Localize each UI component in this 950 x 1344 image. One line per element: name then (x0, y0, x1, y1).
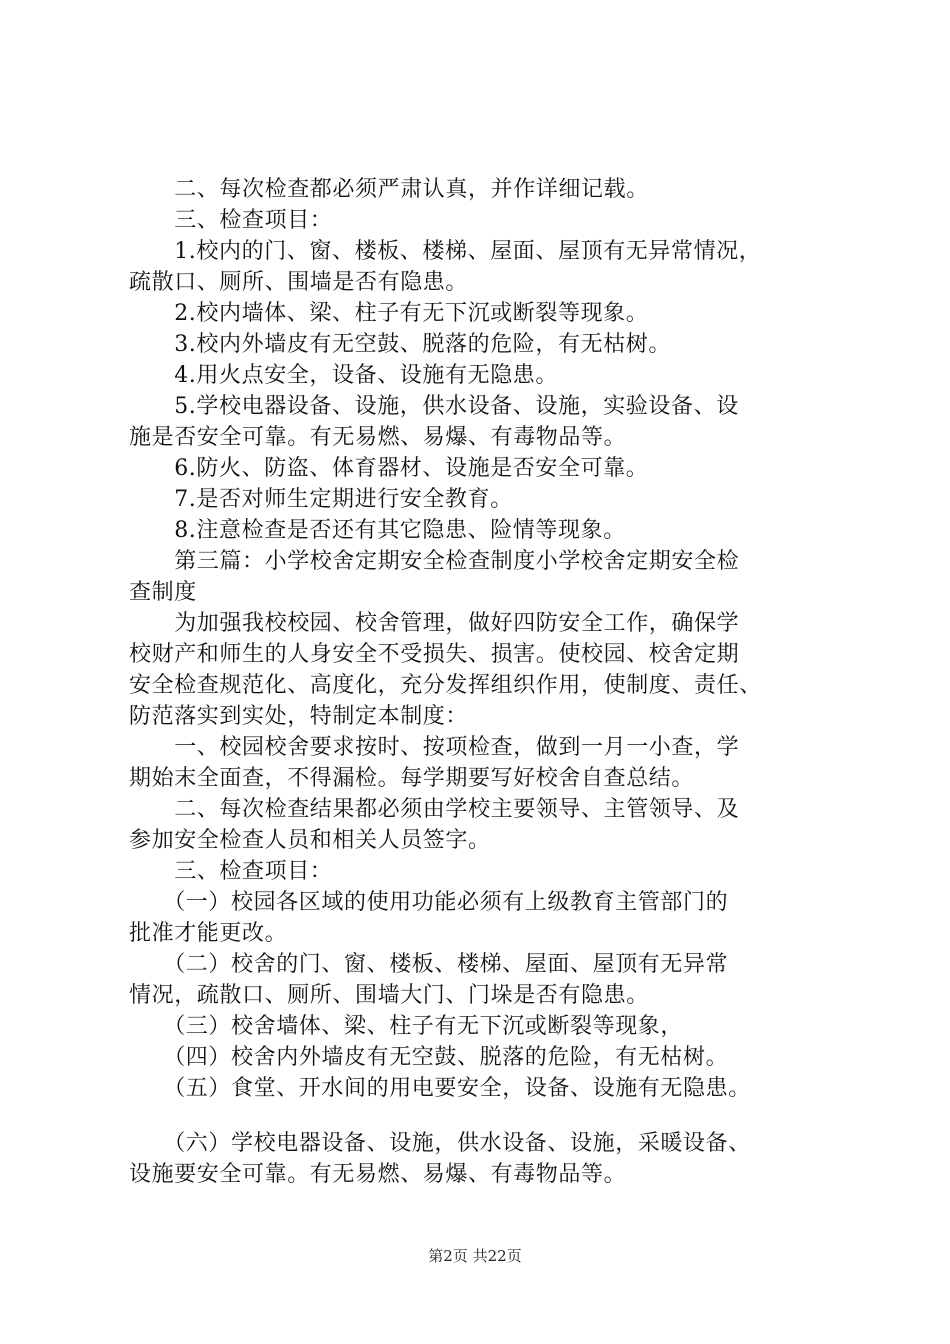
text-line: 三、检查项目： (129, 208, 333, 233)
text-line: 参加安全检查人员和相关人员签字。 (129, 828, 491, 853)
text-line: 为加强我校校园、校舍管理，做好四防安全工作，确保学 (129, 611, 740, 636)
text-line: （二）校舍的门、窗、楼板、楼梯、屋面、屋顶有无异常 (129, 952, 729, 977)
text-line: 三、检查项目： (129, 859, 333, 884)
text-line: （三）校舍墙体、梁、柱子有无下沉或断裂等现象， (129, 1014, 684, 1039)
text-line: （六）学校电器设备、设施，供水设备、设施，采暖设备、 (129, 1131, 751, 1156)
text-line: （五）食堂、开水间的用电要安全，设备、设施有无隐患。 (129, 1076, 751, 1101)
text-line: 安全检查规范化、高度化，充分发挥组织作用，使制度、责任、 (129, 673, 762, 698)
text-line: 二、每次检查结果都必须由学校主要领导、主管领导、及 (129, 797, 740, 822)
text-line: 防范落实到实处，特制定本制度： (129, 704, 469, 729)
text-line: 二、每次检查都必须严肃认真，并作详细记载。 (129, 177, 649, 202)
text-line: 施是否安全可靠。有无易燃、易爆、有毒物品等。 (129, 425, 627, 450)
text-line: 1.校内的门、窗、楼板、楼梯、屋面、屋顶有无异常情况， (129, 239, 762, 264)
section-heading: 查制度 (129, 580, 197, 605)
text-line: 7.是否对师生定期进行安全教育。 (129, 487, 513, 512)
text-line: 3.校内外墙皮有无空鼓、脱落的危险，有无枯树。 (129, 332, 671, 357)
text-line: 期始末全面查，不得漏检。每学期要写好校舍自查总结。 (129, 766, 695, 791)
section-heading: 第三篇：小学校舍定期安全检查制度小学校舍定期安全检 (129, 549, 740, 574)
text-line: 8.注意检查是否还有其它隐患、险情等现象。 (129, 518, 626, 543)
text-line: 一、校园校舍要求按时、按项检查，做到一月一小查，学 (129, 735, 740, 760)
text-line: 批准才能更改。 (129, 921, 288, 946)
text-line: 5.学校电器设备、设施，供水设备、设施，实验设备、设 (129, 394, 739, 419)
text-line: 4.用火点安全，设备、设施有无隐患。 (129, 363, 558, 388)
text-line: 6.防火、防盗、体育器材、设施是否安全可靠。 (129, 456, 649, 481)
text-line: 设施要安全可靠。有无易燃、易爆、有毒物品等。 (129, 1162, 627, 1187)
text-line: 2.校内墙体、梁、柱子有无下沉或断裂等现象。 (129, 301, 649, 326)
page-number-footer: 第2页 共22页 (428, 1247, 522, 1265)
text-line: （一）校园各区域的使用功能必须有上级教育主管部门的 (129, 890, 729, 915)
text-line: 情况，疏散口、厕所、围墙大门、门垛是否有隐患。 (129, 983, 649, 1008)
text-line: （四）校舍内外墙皮有无空鼓、脱落的危险，有无枯树。 (129, 1045, 729, 1070)
text-line: 校财产和师生的人身安全不受损失、损害。使校园、校舍定期 (129, 642, 740, 667)
text-line: 疏散口、厕所、围墙是否有隐患。 (129, 270, 469, 295)
document-body (129, 174, 829, 1190)
